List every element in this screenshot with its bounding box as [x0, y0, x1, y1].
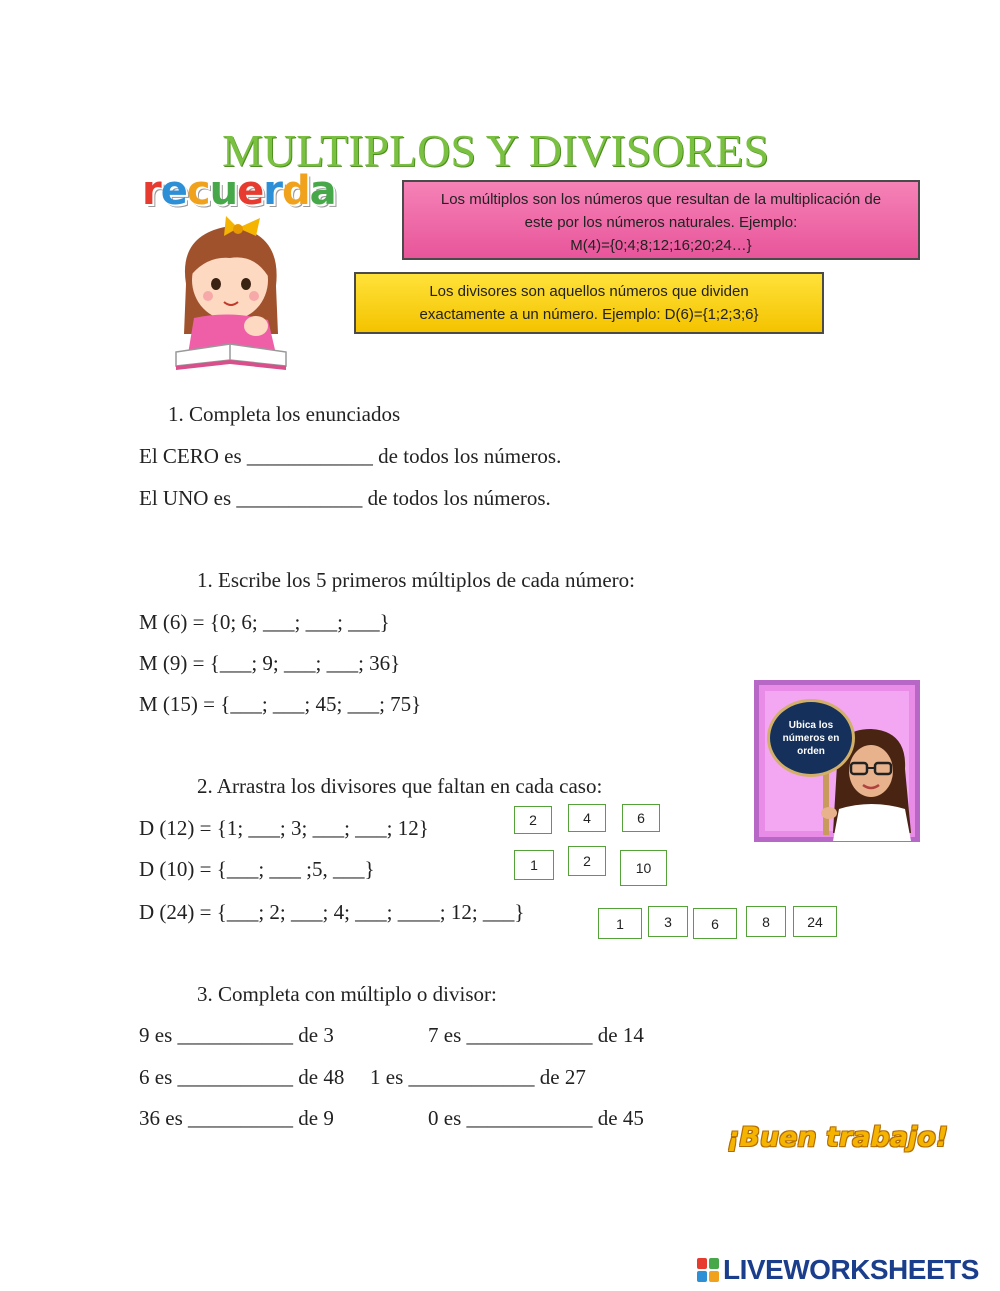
girl-reading-illustration — [168, 214, 294, 374]
exercise-line[interactable]: 9 es ___________ de 3 — [139, 1023, 334, 1047]
recuerda-wordart — [142, 168, 336, 214]
definition-line: Los múltiplos son los números que resultan de la multiplicación de — [440, 191, 882, 208]
definition-line: exactamente a un número. Ejemplo: D(6)={1;2;3;6} — [419, 306, 759, 323]
exercise-line[interactable]: 1 es ____________ de 27 — [370, 1065, 586, 1089]
section-heading-completa: 1. Completa los enunciados — [168, 402, 401, 426]
page-title: MULTIPLOS Y DIVISORES — [222, 125, 769, 176]
brand-name: LIVEWORKSHEETS — [723, 1254, 979, 1285]
recuerda-letter: e — [160, 168, 187, 214]
logo-square — [697, 1258, 707, 1269]
logo-square — [697, 1271, 707, 1282]
drag-tile[interactable]: 24 — [793, 906, 837, 937]
sign-ubica-numeros — [767, 699, 855, 777]
drag-tile[interactable]: 2 — [514, 806, 552, 834]
exercise-line[interactable]: M (6) = {0; 6; ___; ___; ___} — [139, 610, 390, 634]
recuerda-letter: r — [142, 168, 161, 214]
exercise-line[interactable]: 6 es ___________ de 48 — [139, 1065, 345, 1089]
drag-tile[interactable]: 2 — [568, 846, 606, 876]
exercise-line[interactable]: 36 es __________ de 9 — [139, 1106, 334, 1130]
exercise-line[interactable]: 0 es ____________ de 45 — [428, 1106, 644, 1130]
definition-line: Los divisores son aquellos números que dividen — [429, 283, 749, 300]
exercise-line[interactable]: D (10) = {___; ___ ;5, ___} — [139, 857, 375, 881]
section-heading-multiplos: 1. Escribe los 5 primeros múltiplos de cada número: — [197, 568, 635, 592]
drag-tile[interactable]: 3 — [648, 906, 688, 937]
recuerda-letter: d — [281, 168, 310, 214]
logo-square — [709, 1258, 719, 1269]
exercise-line[interactable]: D (12) = {1; ___; 3; ___; ___; 12} — [139, 816, 429, 840]
sign-text: Ubica los números en orden — [782, 719, 840, 757]
definition-line: este por los números naturales. Ejemplo: — [524, 214, 798, 231]
drag-tile[interactable]: 6 — [693, 908, 737, 939]
section-heading-divisores: 2. Arrastra los divisores que faltan en cada caso: — [197, 774, 603, 798]
liveworksheets-logo-icon — [697, 1258, 719, 1282]
recuerda-letter: e — [237, 168, 264, 214]
recuerda-letter: c — [186, 168, 210, 214]
drag-tile[interactable]: 4 — [568, 804, 606, 832]
exercise-line[interactable]: M (15) = {___; ___; 45; ___; 75} — [139, 692, 422, 716]
recuerda-letter: a — [309, 168, 336, 214]
multiplos-definition-box — [402, 180, 920, 260]
teacher-avatar-card — [754, 680, 920, 842]
exercise-line[interactable]: M (9) = {___; 9; ___; ___; 36} — [139, 651, 401, 675]
recuerda-letter: u — [209, 168, 238, 214]
buen-trabajo-text: ¡Buen trabajo! — [727, 1122, 949, 1153]
logo-square — [709, 1271, 719, 1282]
section-heading-multiplo-divisor: 3. Completa con múltiplo o divisor: — [197, 982, 497, 1006]
exercise-line[interactable]: El UNO es ____________ de todos los números. — [139, 486, 551, 510]
drag-tile[interactable]: 10 — [620, 850, 667, 886]
liveworksheets-brand — [697, 1254, 979, 1286]
drag-tile[interactable]: 6 — [622, 804, 660, 832]
exercise-line[interactable]: El CERO es ____________ de todos los números. — [139, 444, 562, 468]
exercise-line[interactable]: 7 es ____________ de 14 — [428, 1023, 644, 1047]
definition-line: M(4)={0;4;8;12;16;20;24…} — [570, 237, 752, 254]
drag-tile[interactable]: 8 — [746, 906, 786, 937]
drag-tile[interactable]: 1 — [514, 850, 554, 880]
divisores-definition-box — [354, 272, 824, 334]
drag-tile[interactable]: 1 — [598, 908, 642, 939]
recuerda-letter: r — [263, 168, 282, 214]
exercise-line[interactable]: D (24) = {___; 2; ___; 4; ___; ____; 12; ___} — [139, 900, 525, 924]
